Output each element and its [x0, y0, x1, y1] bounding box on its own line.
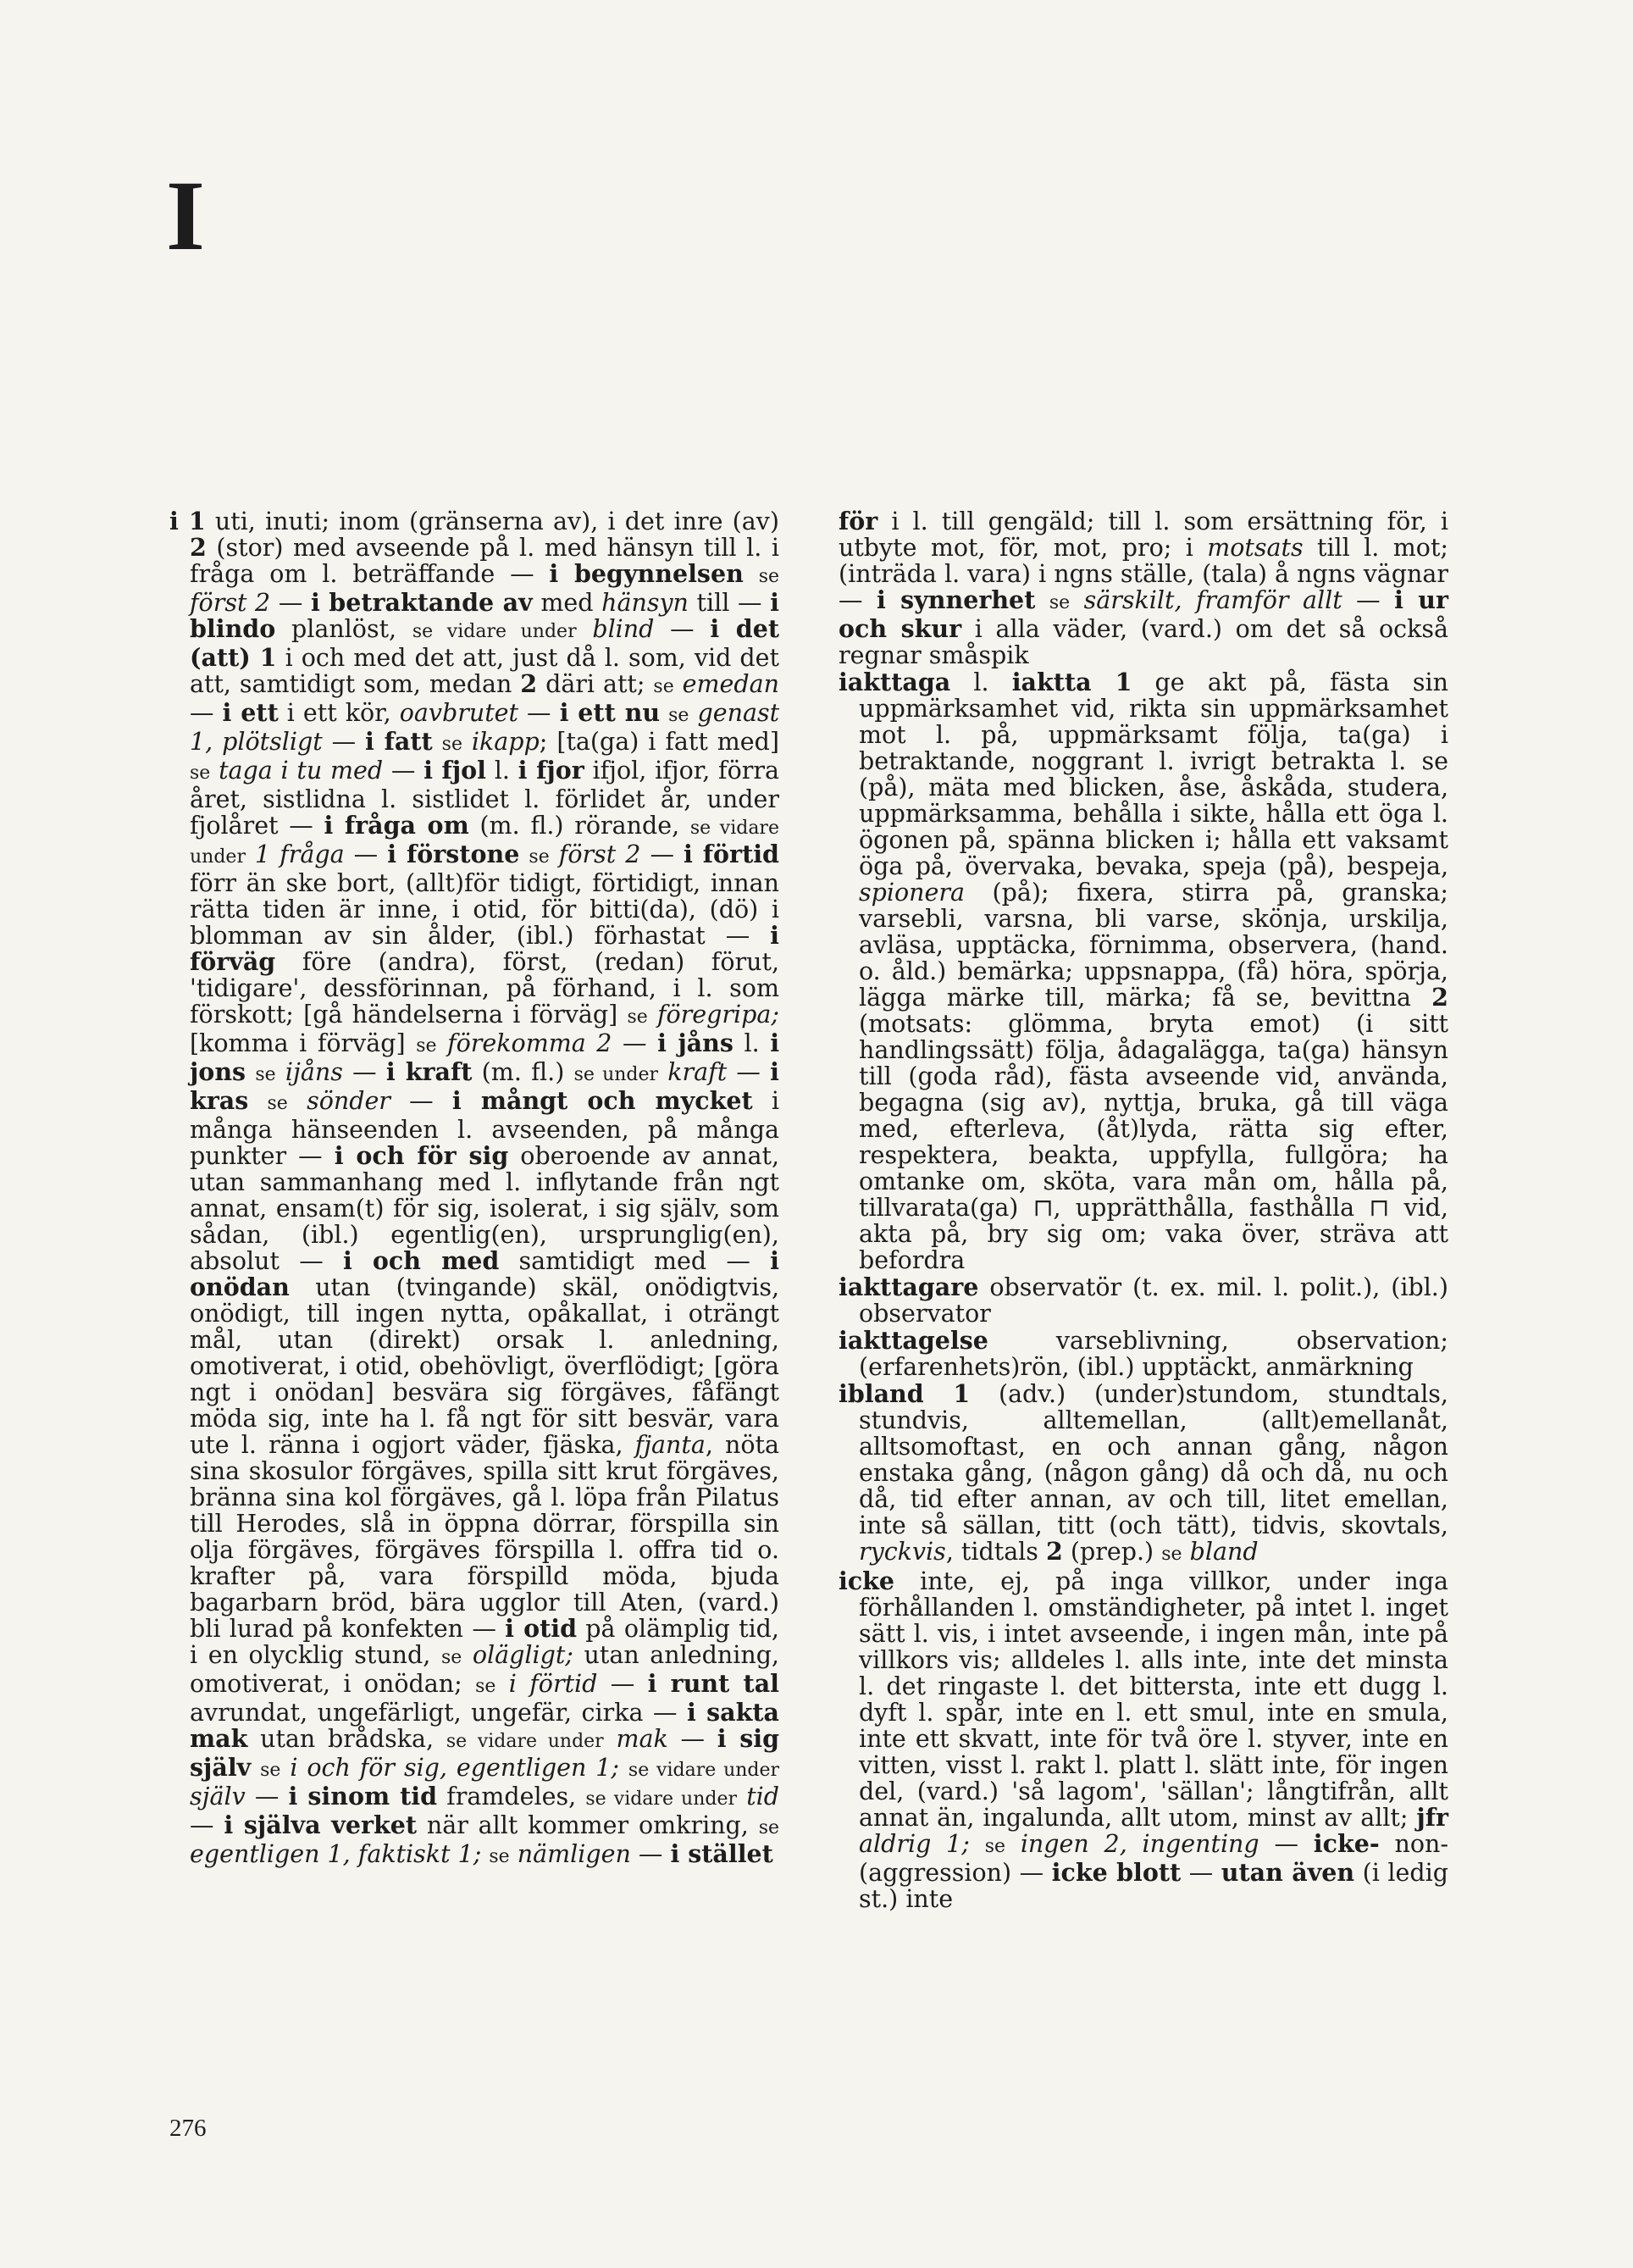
letter-heading: I [166, 160, 205, 271]
right-column: för i l. till gengäld; till l. som ersättning för, i utbyte mot, för, mot, pro; i motsats till l. mot; (inträda l. vara) i ngns ställe, (tala) å ngns vägnar — i synnerhet se särskilt, framför allt — i ur och skur i alla väder, (vard.) om det så också regnar småspik iakttaga l. iaktta 1 ge akt på, fästa sin uppmärksamhet vid, rikta sin uppmärksamhet mot l. på, uppmärksamt följa, ta(ga) i betraktande, noggrant l. ivrigt betrakta l. se (på), mäta med blicken, åse, åskåda, studera, uppmärksamma, behålla i sikte, hålla ett öga l. ögonen på, spänna blicken i; hålla ett vaksamt öga på, övervaka, bevaka, speja (på), bespeja, spionera (på); fixera, stirra på, granska; varsebli, varsna, bli varse, skönja, urskilja, avläsa, upptäcka, förnimma, observera, (hand. o. åld.) bemärka; uppsnappa, (få) höra, spörja, lägga märke till, märka; få se, bevittna 2 (motsats: glömma, bryta emot) (i sitt handlingssätt) följa, ådagalägga, ta(ga) hänsyn till (goda råd), fästa avseende vid, använda, begagna (sig av), nyttja, bruka, gå till väga med, efterleva, (åt)lyda, rätta sig efter, respektera, beakta, uppfylla, fullgöra; ha omtanke om, sköta, vara mån om, hålla på, tillvarata(ga) ⊓, upprätthålla, fasthålla ⊓ vid, akta på, bry sig om; vaka över, sträva att befordra iakttagare observatör (t. ex. mil. l. polit.), (ibl.) observator iakttagelse varseblivning, observation; (erfarenhets)rön, (ibl.) upptäckt, anmärkning ibland 1 (adv.) (under)stundom, stundtals, stundvis, alltemellan, (allt)emellanåt, alltsomoftast, en och annan gång, någon enstaka gång, (någon gång) då och då, nu och då, tid efter annan, av och till, litet emellan, inte så sällan, titt (och tätt), tidvis, skovtals, ryckvis, tidtals 2 (prep.) se bland icke inte, ej, på inga villkor, under inga förhållanden l. omständigheter, på intet l. inget sätt l. vis, i intet avseende, i ingen mån, inte på villkors vis; alldeles l. alls inte, inte det minsta l. det ringaste l. det bittersta, inte ett dugg l. dyft l. spår, inte en l. ett smul, inte en smula, inte ett skvatt, inte för två öre l. styver, inte en vitten, visst l. rakt l. platt l. slätt inte, för ingen del, (vard.) 'så lagom', 'sällan'; långtifrån, allt annat än, ingalunda, allt utom, minst av allt; jfr aldrig 1; se ingen 2, ingenting — icke- non-(aggression) — icke blott — utan även (i ledig st.) inte [839, 507, 1449, 1913]
left-column: i 1 uti, inuti; inom (gränserna av), i det inre (av) 2 (stor) med avseende på l. med hänsyn till l. i fråga om l. beträffande — i begynnelsen se först 2 — i betraktande av med hänsyn till — i blindo planlöst, se vidare under blind — i det (att) 1 i och med det att, just då l. som, vid det att, samtidigt som, medan 2 däri att; se emedan — i ett i ett kör, oavbrutet — i ett nu se genast 1, plötsligt — i fatt se ikapp; [ta(ga) i fatt med] se taga i tu med — i fjol l. i fjor ifjol, ifjor, förra året, sistlidna l. sistlidet l. förlidet år, under fjolåret — i fråga om (m. fl.) rörande, se vidare under 1 fråga — i förstone se först 2 — i förtid förr än ske bort, (allt)för tidigt, förtidigt, innan rätta tiden är inne, i otid, för bitti(da), (dö) i blomman av sin ålder, (ibl.) förhastat — i förväg före (andra), först, (redan) förut, 'tidigare', dessförinnan, på förhand, i l. som förskott; [gå händelserna i förväg] se föregripa; [komma i förväg] se förekomma 2 — i jåns l. i jons se ijåns — i kraft (m. fl.) se under kraft — i kras se sönder — i mångt och mycket i många hänseenden l. avseenden, på många punkter — i och för sig oberoende av annat, utan sammanhang med l. inflytande från ngt annat, ensam(t) för sig, isolerat, i sig själv, som sådan, (ibl.) egentlig(en), ursprunglig(en), absolut — i och med samtidigt med — i onödan utan (tvingande) skäl, onödigtvis, onödigt, till ingen nytta, opåkallat, i oträngt mål, utan (direkt) orsak l. anledning, omotiverat, i otid, obehövligt, överflödigt; [göra ngt i onödan] besvära sig förgäves, fåfängt möda sig, inte ha l. få ngt för sitt besvär, vara ute l. ränna i ogjort väder, fjäska, fjanta, nöta sina skosulor förgäves, spilla sitt krut förgäves, bränna sina kol förgäves, gå l. löpa från Pilatus till Herodes, slå in öppna dörrar, förspilla sin olja förgäves, förgäves förspilla l. offra tid o. krafter på, vara förspilld möda, bjuda bagarbarn bröd, bära ugglor till Aten, (vard.) bli lurad på konfekten — i otid på olämplig tid, i en olycklig stund, se olägligt; utan anledning, omotiverat, i onödan; se i förtid — i runt tal avrundat, ungefärligt, ungefär, cirka — i sakta mak utan brådska, se vidare under mak — i sig själv se i och för sig, egentligen 1; se vidare under själv — i sinom tid framdeles, se vidare under tid — i själva verket när allt kommer omkring, se egentligen 1, faktiskt 1; se nämligen — i stället [169, 507, 780, 1868]
page-number: 276 [169, 2115, 207, 2142]
